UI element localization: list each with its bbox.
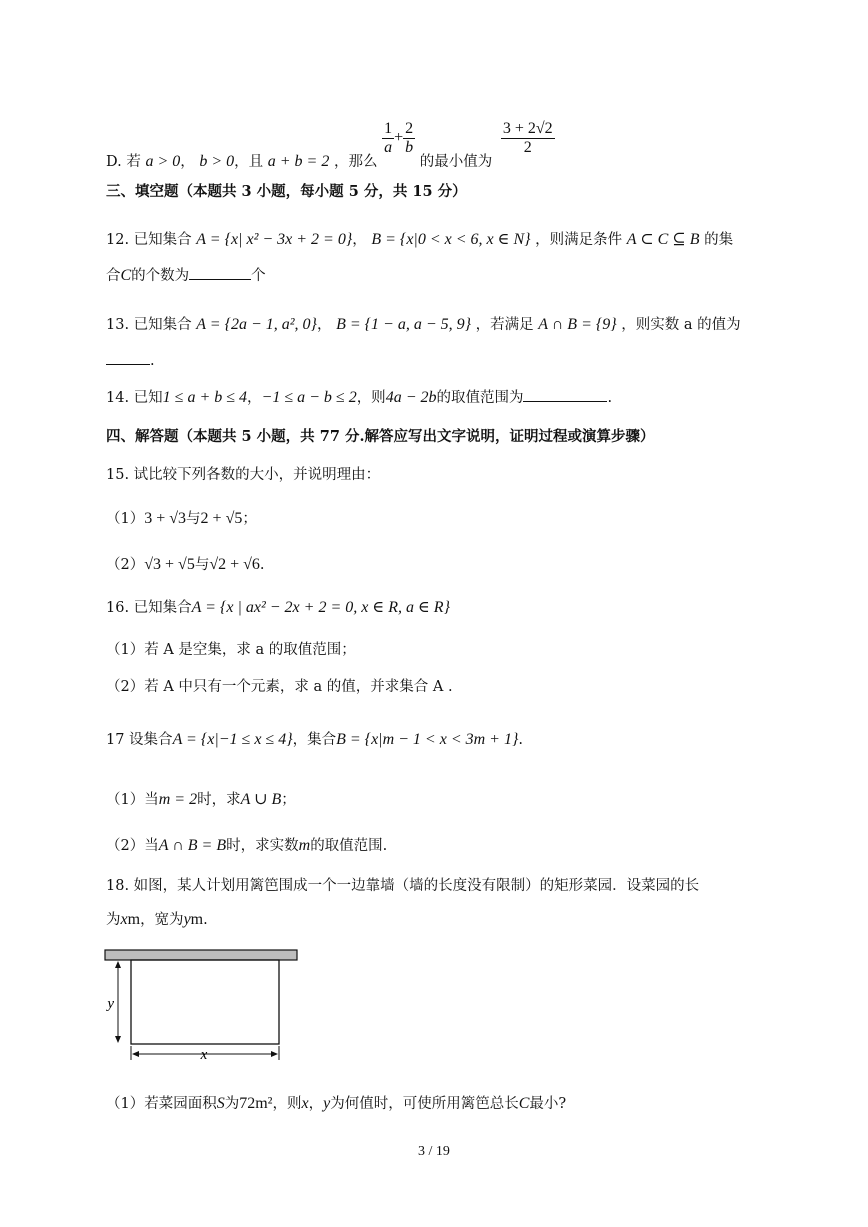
q14-expr: 4a − 2b	[385, 389, 437, 406]
question-17-part2	[106, 834, 387, 855]
q13-end: .	[150, 353, 155, 369]
q17-set-a: A = {x|−1 ≤ x ≤ 4}	[172, 731, 293, 748]
wall	[105, 950, 297, 960]
q15-p2-with: 与	[194, 557, 210, 573]
q18-p1-pre: （1）若菜园面积	[106, 1096, 217, 1112]
q16-prefix: 16. 已知集合	[106, 600, 192, 616]
q15-p1-b: 2 + √5	[200, 510, 243, 527]
option-d-cond1: a > 0	[145, 153, 181, 171]
y-label: y	[107, 996, 114, 1012]
q15-p1-label: （1）	[106, 511, 145, 527]
option-d-answer: $\frac{3 + 2√2}{2}$	[502, 120, 553, 156]
q18-line2-b: ，宽为	[140, 912, 184, 928]
q13-tail: ，则实数 a 的值为	[621, 317, 741, 333]
q14-cond1: 1 ≤ a + b ≤ 4	[162, 389, 248, 406]
option-d-frac1: $\frac{1}{a}$	[384, 120, 393, 156]
question-18-part1	[106, 1092, 566, 1113]
q18-p1-mid2: ，则	[272, 1096, 302, 1112]
x-label: x	[200, 1047, 208, 1063]
q17-end: .	[518, 732, 523, 748]
question-17-part1	[106, 788, 296, 809]
question-12-line1: 12. 已知集合 A = {x| x² − 3x + 2 = 0}， B = {x|0 < x < 6, x ∈ N} ，则满足条件 A ⊂ C ⊆ B 的集	[106, 231, 734, 248]
q14-mid: ，则	[356, 390, 386, 406]
q13-mid: ，若满足	[475, 317, 534, 333]
q18-p1-sep: ，	[308, 1096, 324, 1112]
x-arrow-left	[132, 1051, 139, 1057]
q12-line2-b: 的个数为	[131, 268, 190, 284]
q14-answer-blank	[523, 387, 607, 402]
q15-p2-end: .	[259, 557, 265, 573]
option-d: D. 若 a > 0， b > 0，且 a + b = 2 ，那么 $\frac{1}{a}$ + $\frac{2}{b}$ 的最小值为 $\frac{3 + 2√2}{2}$	[106, 120, 553, 171]
q18-p1-x: x	[301, 1095, 309, 1112]
question-18-line1: 18. 如图，某人计划用篱笆围成一个一边靠墙（墙的长度没有限制）的矩形菜园．设菜园的长	[106, 878, 700, 894]
q18-var-y: y	[183, 911, 191, 928]
q17-p1-mid: 时，求	[197, 792, 241, 808]
q15-p1-a: 3 + √3	[144, 510, 187, 527]
garden-rectangle	[131, 960, 279, 1044]
q17-p2-mid: 时，求实数	[226, 838, 299, 854]
q18-p1-y: y	[323, 1095, 331, 1112]
q12-cond-text: ，则满足条件	[535, 232, 623, 248]
question-15-part1	[106, 507, 257, 528]
y-arrow-bottom	[115, 1036, 121, 1043]
q17-mid: ，集合	[292, 732, 337, 748]
q18-p1-c: C	[518, 1095, 530, 1112]
q13-cond: A ∩ B = {9}	[538, 316, 617, 333]
option-d-then: ，那么	[333, 154, 378, 171]
q13-prefix: 13. 已知集合	[106, 317, 192, 333]
q18-p1-s: S	[216, 1095, 225, 1112]
question-15-part2	[106, 553, 265, 574]
q12-line2-end: 个	[251, 268, 266, 284]
q13-set-b: B = {1 − a, a − 5, 9}	[336, 316, 472, 333]
x-arrow-right	[271, 1051, 278, 1057]
q15-p1-end: ；	[242, 511, 257, 527]
q15-p2-b: √2 + √6	[209, 556, 260, 573]
q17-p2-end: 的取值范围.	[310, 838, 388, 854]
page-number: 3 / 19	[418, 1144, 450, 1159]
q12-set-a: A = {x| x² − 3x + 2 = 0}	[196, 231, 353, 248]
option-d-frac2: $\frac{2}{b}$	[405, 120, 414, 156]
q17-p2-var: m	[298, 837, 311, 854]
section-3-title: 三、填空题（本题共 3 小题，每小题 5 分，共 15 分）	[106, 183, 467, 200]
question-14: 14. 已知1 ≤ a + b ≤ 4，−1 ≤ a − b ≤ 2，则4a − 2b的取值范围为 .	[106, 389, 613, 406]
q12-answer-blank	[189, 265, 251, 280]
q17-p1-expr: A ∪ B	[240, 791, 282, 808]
q14-tail: 的取值范围为	[436, 390, 524, 406]
q14-prefix: 14. 已知	[106, 390, 163, 406]
q13-answer-blank	[106, 350, 150, 365]
y-arrow-top	[115, 961, 121, 968]
q15-p2-label: （2）	[106, 557, 145, 573]
q12-cond: A ⊂ C ⊆ B	[626, 231, 700, 248]
q17-p1-end: ；	[281, 792, 296, 808]
q12-tail: 的集	[704, 232, 734, 248]
q15-p2-a: √3 + √5	[144, 556, 195, 573]
q18-line2-end: .	[203, 912, 208, 928]
question-16-part1: （1）若 A 是空集，求 a 的取值范围；	[106, 642, 356, 658]
q18-var-x: x	[120, 911, 128, 928]
q17-p1-cond: m = 2	[158, 791, 198, 808]
q14-cond2: −1 ≤ a − b ≤ 2	[261, 389, 357, 406]
q17-prefix: 17 设集合	[106, 732, 173, 748]
q18-p1-mid3: 为何值时，可使所用篱笆总长	[330, 1096, 519, 1112]
q12-prefix: 12. 已知集合	[106, 232, 192, 248]
question-13-line2	[106, 350, 155, 369]
question-13-line1: 13. 已知集合 A = {2a − 1, a², 0}， B = {1 − a, a − 5, 9} ，若满足 A ∩ B = {9} ，则实数 a 的值为	[106, 316, 741, 333]
q14-end: .	[607, 390, 613, 406]
option-d-prefix: D. 若	[106, 154, 141, 171]
q17-set-b: B = {x|m − 1 < x < 3m + 1}	[336, 731, 519, 748]
option-d-cond2: b > 0	[199, 153, 235, 171]
question-16-stem	[106, 596, 450, 617]
q18-p1-area: 72m²	[239, 1095, 273, 1112]
q18-line2-a: 为	[106, 912, 121, 928]
option-d-tail: 的最小值为	[419, 154, 493, 171]
question-18-line2	[106, 908, 208, 929]
q18-unit2: m	[190, 911, 204, 928]
q18-p1-end: 最小?	[529, 1096, 567, 1112]
q18-p1-mid1: 为	[224, 1096, 240, 1112]
q17-p2-pre: （2）当	[106, 838, 159, 854]
q17-p2-cond: A ∩ B = B	[158, 837, 227, 854]
q12-line2-a: 合	[106, 268, 121, 284]
q15-p1-with: 与	[186, 511, 201, 527]
q13-set-a: A = {2a − 1, a², 0}	[196, 316, 317, 333]
question-16-part2: （2）若 A 中只有一个元素，求 a 的值，并求集合 A .	[106, 679, 453, 695]
question-15-stem: 15. 试比较下列各数的大小，并说明理由：	[106, 467, 381, 483]
q17-p1-pre: （1）当	[106, 792, 159, 808]
section-4-title: 四、解答题（本题共 5 小题，共 77 分.解答应写出文字说明，证明过程或演算步骤）	[106, 428, 655, 445]
q12-set-b: B = {x|0 < x < 6, x ∈ N}	[371, 231, 531, 248]
garden-figure	[100, 946, 310, 1066]
q18-unit1: m	[127, 911, 141, 928]
q12-var-c: C	[120, 267, 132, 284]
question-12-line2	[106, 264, 266, 285]
option-d-cond3: a + b = 2	[267, 153, 330, 171]
question-17-stem	[106, 728, 523, 749]
q16-set: A = {x | ax² − 2x + 2 = 0, x ∈ R, a ∈ R}	[191, 599, 450, 616]
